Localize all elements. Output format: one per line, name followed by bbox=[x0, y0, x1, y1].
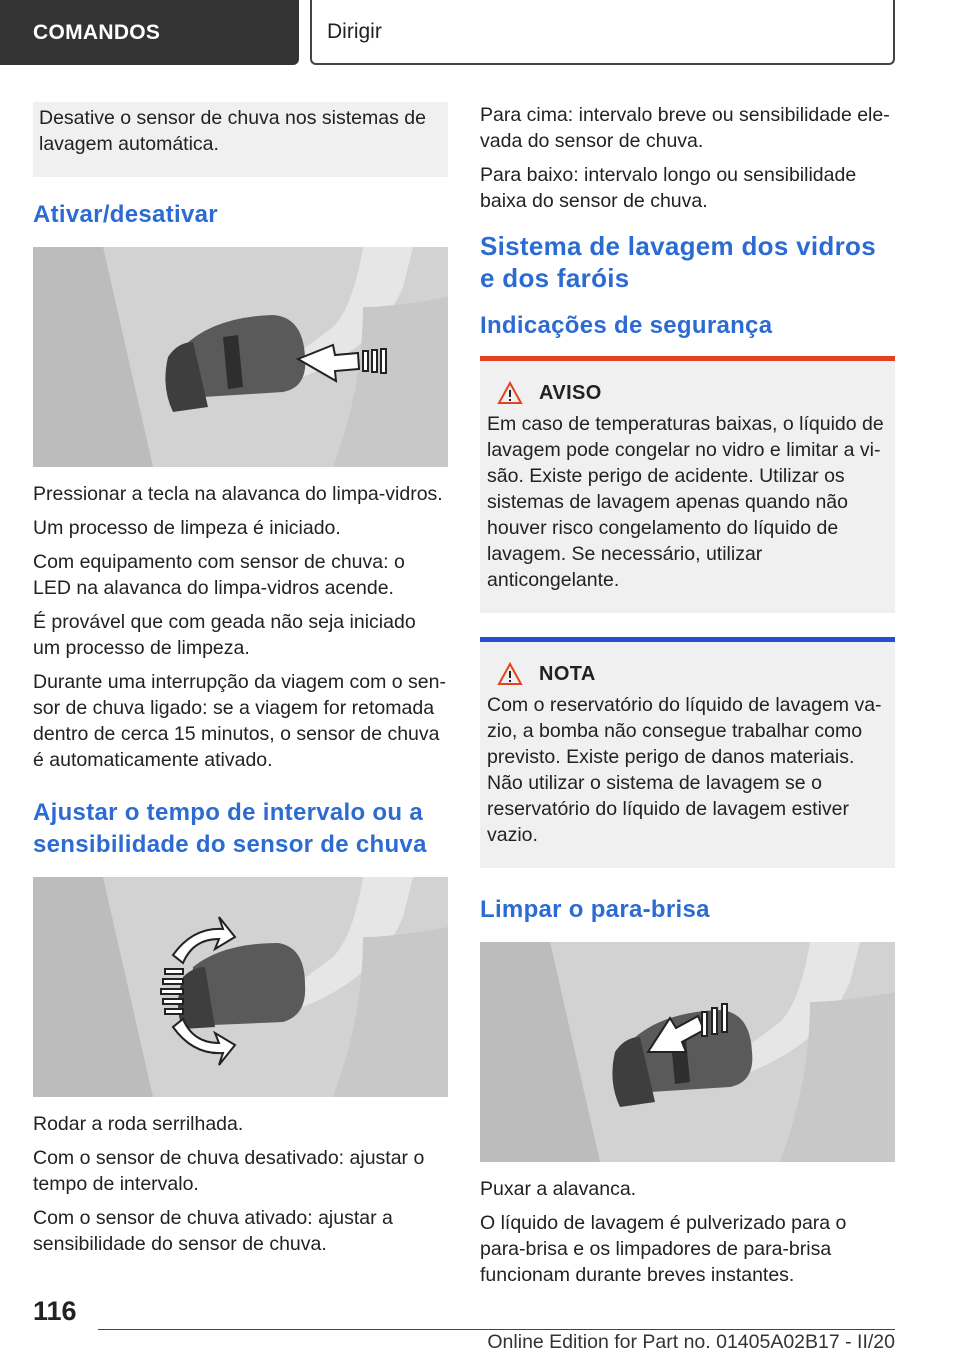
adjust-up: Para cima: intervalo breve ou sensibilidade elevada do sensor de chuva. bbox=[480, 104, 890, 152]
heading-activate: Ativar/desativar bbox=[33, 201, 218, 228]
chapter-tab: COMANDOS bbox=[0, 0, 299, 65]
warning-header bbox=[487, 381, 888, 405]
page-number: 116 bbox=[33, 1296, 77, 1326]
notice-header bbox=[487, 662, 888, 686]
notice-box bbox=[480, 637, 895, 868]
knurled-wheel-illustration bbox=[33, 877, 448, 1097]
wiper-stalk-pull-illustration bbox=[480, 942, 895, 1162]
clean-step-1: Puxar a alavanca. bbox=[480, 1178, 637, 1200]
footer-divider bbox=[98, 1329, 895, 1330]
warning-triangle-icon bbox=[497, 381, 523, 405]
activate-step-2: Um processo de limpeza é iniciado. bbox=[33, 517, 341, 539]
heading-clean-windshield: Limpar o para-brisa bbox=[480, 896, 710, 923]
clean-step-2: O líquido de lavagem é pulverizado para o para-brisa e os limpadores de para-brisa funcionam durante breves instantes. bbox=[480, 1212, 847, 1286]
wiper-stalk-press-illustration bbox=[33, 247, 448, 467]
warning-box bbox=[480, 356, 895, 613]
heading-safety: Indicações de segurança bbox=[480, 312, 773, 339]
note-text: Desative o sensor de chuva nos sistemas de lavagem automática. bbox=[39, 107, 426, 155]
rain-sensor-note bbox=[33, 102, 448, 177]
right-column bbox=[480, 102, 895, 1296]
footer-edition: Online Edition for Part no. 01405A02B17 - II/20 bbox=[487, 1331, 895, 1353]
activate-step-4: É provável que com geada não seja iniciado um processo de limpeza. bbox=[33, 611, 416, 659]
adjust-step-1: Rodar a roda serrilhada. bbox=[33, 1113, 244, 1135]
activate-step-3: Com equipamento com sensor de chuva: o LED na alavanca do limpa-vidros acende. bbox=[33, 551, 405, 599]
warning-label: AVISO bbox=[539, 381, 602, 404]
warning-text: Em caso de temperaturas baixas, o líquido de lavagem pode congelar no vidro e limitar a visão. Existe perigo de acidente. Utilizar os sistemas de lavagem apenas quando não houver risco congelamento do líquido de lavagem. Se necessário, utilizar anticongelante. bbox=[487, 413, 884, 591]
heading-wash-system: Sistema de lavagem dos vidros e dos faróis bbox=[480, 231, 876, 293]
left-column bbox=[33, 102, 448, 1265]
adjust-step-2: Com o sensor de chuva desativado: ajustar o tempo de intervalo. bbox=[33, 1147, 425, 1195]
notice-label: NOTA bbox=[539, 662, 596, 685]
section-tab: Dirigir bbox=[310, 0, 895, 65]
adjust-step-3: Com o sensor de chuva ativado: ajustar a sensibilidade do sensor de chuva. bbox=[33, 1207, 393, 1255]
activate-step-1: Pressionar a tecla na alavanca do limpa-vidros. bbox=[33, 483, 443, 505]
notice-triangle-icon bbox=[497, 662, 523, 686]
notice-text: Com o reservatório do líquido de lavagem vazio, a bomba não consegue trabalhar como previsto. Existe perigo de danos materiais. Não utilizar o sistema de lavagem se o reservatório do líquido de lavagem estiver vazio. bbox=[487, 694, 882, 846]
activate-step-5: Durante uma interrupção da viagem com o sensor de chuva ligado: se a viagem for retomada dentro de cerca 15 minutos, o sensor de chuva é automaticamente ativado. bbox=[33, 671, 446, 771]
adjust-down: Para baixo: intervalo longo ou sensibilidade baixa do sensor de chuva. bbox=[480, 164, 857, 212]
heading-adjust-interval: Ajustar o tempo de intervalo ou a sensibilidade do sensor de chuva bbox=[33, 799, 427, 858]
